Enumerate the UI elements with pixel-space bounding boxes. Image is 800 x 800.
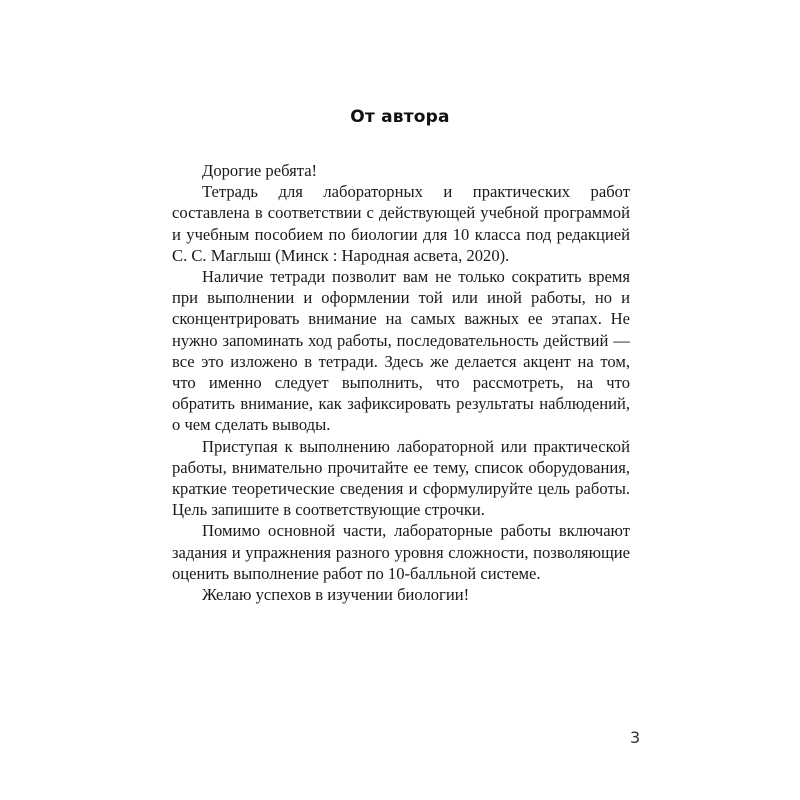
paragraph: Приступая к выполнению лабораторной или практической работы, внимательно прочитайте ее тему, список оборудования, краткие теоретические сведения и сформулируйте цель работы. Цель запишите в соответствующие строчки. [172,436,630,520]
paragraph: Помимо основной части, лабораторные работы включают задания и упражнения разного уровня сложности, позволяющие оценить выполнение работ по 10-балльной системе. [172,521,630,583]
page-number: 3 [630,728,641,747]
paragraph: Наличие тетради позволит вам не только сократить время при выполнении и оформлении той или иной работы, но и сконцентрировать внимание на самых важных ее этапах. Не нужно запоминать ход работы, последовательность действий — все это изложено в тетради. Здесь же делается акцент на том, что именно следует выполнить, что рассмотреть, на что обратить внимание, как зафиксировать результаты наблюдений, о чем сделать выводы. [172,267,630,435]
body-text [172,160,630,605]
paragraph-greeting: Дорогие ребята! [202,161,318,180]
page-title: От автора [350,107,450,127]
paragraph-closing: Желаю успехов в изучении биологии! [202,585,470,605]
paragraph: Тетрадь для лабораторных и практических работ составлена в соответствии с действующей учебной программой и учебным пособием по биологии для 10 класса под редакцией С. С. Маглыш (Минск : Народная асвета, 2020). [172,182,630,265]
